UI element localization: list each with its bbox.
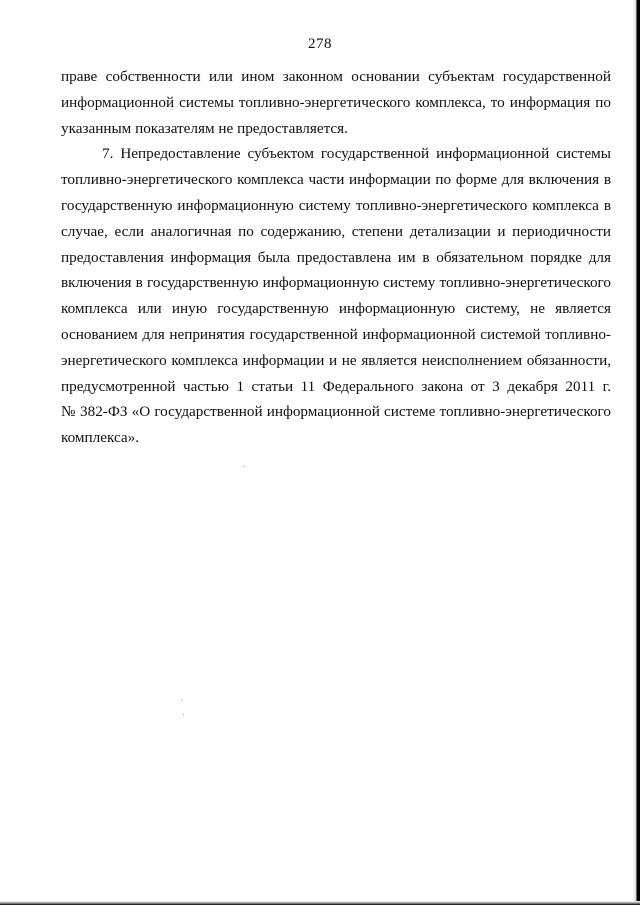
scan-speck: [183, 714, 184, 715]
text-line: № 382-ФЗ «О государственной информационной системе топливно-энергетического: [61, 403, 611, 421]
paragraph-7: [61, 141, 611, 451]
text-line: государственную информационную систему топливно-энергетического комплекса в: [61, 196, 611, 214]
text-line: случае, если аналогичная по содержанию, степени детализации и периодичности: [61, 222, 611, 240]
text-line: комплекса».: [61, 429, 140, 447]
text-line: праве собственности или ином законном основании субъектам государственной: [61, 68, 611, 85]
text-line: включения в государственную информационную систему топливно-энергетического: [61, 274, 611, 292]
text-line: предусмотренной частью 1 статьи 11 Федерального закона от 3 декабря 2011 г.: [61, 377, 611, 395]
page-number: 278: [308, 36, 332, 52]
text-line: информационной системы топливно-энергетического комплекса, то информация по: [61, 93, 611, 111]
text-line: 7. Непредоставление субъектом государственной информационной системы: [102, 145, 611, 163]
text-line: основанием для непринятия государственной информационной системой топливно-: [61, 325, 611, 343]
text-line: указанным показателям не предоставляется.: [61, 119, 348, 137]
body-text: [61, 64, 611, 451]
paragraph-continuation: [61, 64, 611, 141]
scan-edge-right: [633, 0, 640, 905]
scan-speck: [244, 466, 245, 467]
text-line: топливно-энергетического комплекса части информации по форме для включения в: [61, 171, 611, 189]
scan-edge-bottom: [0, 901, 640, 905]
scan-speck: [181, 700, 182, 701]
text-line: предоставления информация была предоставлена им в обязательном порядке для: [61, 248, 611, 266]
text-line: энергетического комплекса информации и не является неисполнением обязанности,: [61, 351, 611, 369]
text-line: комплекса или иную государственную информационную систему, не является: [61, 300, 611, 318]
